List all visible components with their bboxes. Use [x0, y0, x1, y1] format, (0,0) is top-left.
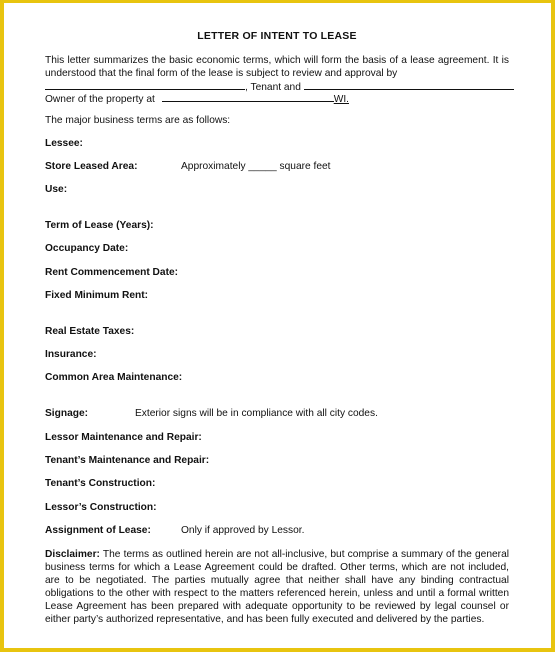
intro-paragraph [45, 54, 509, 80]
document-title: LETTER OF INTENT TO LEASE [197, 30, 357, 42]
field-label-lessor-maintenance: Lessor Maintenance and Repair: [45, 432, 202, 443]
intro-text: This letter summarizes the basic economic terms, which will form the basis of a lease agreement. It is understood that the final form of the lease is subject to review and approval by [45, 55, 509, 79]
field-label-assignment: Assignment of Lease: [45, 525, 151, 536]
field-label-term: Term of Lease (Years): [45, 220, 154, 231]
owner-prefix-text: Owner of the property at [45, 94, 155, 105]
owner-name-blank[interactable] [304, 80, 514, 90]
owner-row [45, 92, 349, 106]
field-label-rent-commencement: Rent Commencement Date: [45, 267, 179, 278]
field-label-signage: Signage: [45, 408, 89, 419]
field-label-insurance: Insurance: [45, 349, 97, 360]
field-label-occupancy: Occupancy Date: [45, 243, 129, 254]
major-terms-text: The major business terms are as follows: [45, 115, 231, 126]
tenant-name-blank[interactable] [45, 80, 245, 90]
field-label-tenant-maintenance: Tenant’s Maintenance and Repair: [45, 455, 210, 466]
tenant-and-text: , Tenant and [245, 82, 301, 93]
field-label-cam: Common Area Maintenance: [45, 372, 183, 383]
field-value-assignment: Only if approved by Lessor. [181, 525, 305, 536]
field-label-lessor-construction: Lessor’s Construction: [45, 502, 157, 513]
property-address-blank[interactable] [162, 92, 334, 102]
disclaimer-text: The terms as outlined herein are not all-inclusive, but comprise a summary of the general business terms for which a Lease Agreement could be drafted. Other terms, which are not included, are to be negotiated. The parties mutually agree that neither shall have any binding contractual obligations to the other with respect to the matters referenced herein, unless and until a formal written Lease Agreement has been prepared with adequate opportunity to be reviewed by legal counsel or either party’s authorized representative, and has been fully executed and delivered by the parties. [45, 549, 509, 625]
field-value-signage: Exterior signs will be in compliance with all city codes. [135, 408, 378, 419]
field-label-fixed-rent: Fixed Minimum Rent: [45, 290, 149, 301]
field-label-tenant-construction: Tenant’s Construction: [45, 478, 156, 489]
field-value-store-area: Approximately _____ square feet [181, 161, 331, 172]
field-label-lessee: Lessee: [45, 138, 83, 149]
disclaimer-label: Disclaimer: [45, 549, 100, 560]
disclaimer-paragraph [45, 548, 509, 626]
field-label-store-area: Store Leased Area: [45, 161, 138, 172]
document-page [45, 30, 509, 625]
field-label-use: Use: [45, 184, 68, 195]
field-label-taxes: Real Estate Taxes: [45, 326, 135, 337]
wi-text: WI. [333, 94, 349, 105]
